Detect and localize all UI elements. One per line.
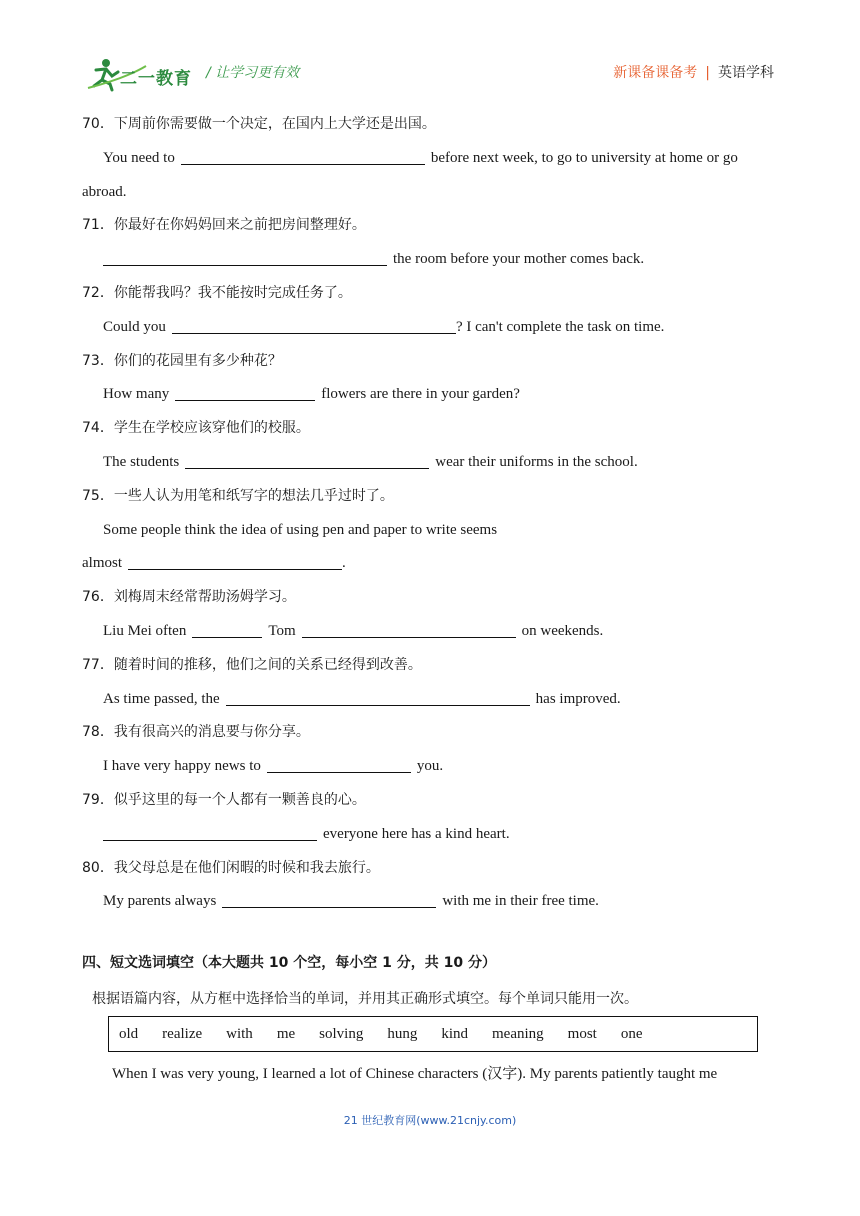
answer-74: The students wear their uniforms in the school. [103, 453, 638, 470]
question-73: 73．你们的花园里有多少种花？ [82, 352, 282, 369]
word-bank-item: most [567, 1025, 597, 1042]
word-bank-item: realize [162, 1025, 203, 1042]
header-right [613, 62, 774, 82]
header-tag-course: 新课备课备考 [613, 65, 698, 81]
answer-blank[interactable] [128, 553, 342, 570]
word-bank-item: solving [319, 1025, 364, 1042]
answer-72: Could you ? I can't complete the task on time. [103, 318, 665, 335]
answer-blank[interactable] [181, 148, 425, 165]
question-80: 80．我父母总是在他们闲暇的时候和我去旅行。 [82, 859, 380, 876]
question-76: 76．刘梅周末经常帮助汤姆学习。 [82, 589, 296, 606]
page-footer: 21 世纪教育网(www.21cnjy.com) [343, 1114, 517, 1127]
question-75: 75．一些人认为用笔和纸写字的想法几乎过时了。 [82, 487, 394, 504]
question-72: 72．你能帮我吗？我不能按时完成任务了。 [82, 284, 352, 301]
answer-blank[interactable] [103, 824, 317, 841]
answer-blank[interactable] [192, 621, 262, 638]
answer-75: Some people think the idea of using pen and paper to write seems [103, 521, 498, 538]
word-bank-item: old [119, 1025, 139, 1042]
header-tag-subject: 英语学科 [718, 65, 774, 81]
word-bank [108, 1016, 758, 1052]
answer-blank[interactable] [172, 317, 456, 334]
answer-80: My parents always with me in their free time. [103, 893, 599, 910]
passage-text: When I was very young, I learned a lot of Chinese characters (汉字). My parents patiently taught me [112, 1066, 718, 1082]
answer-76: Liu Mei often Tom on weekends. [103, 622, 604, 639]
answer-blank[interactable] [226, 689, 530, 706]
page-header [0, 0, 860, 100]
answer-78: I have very happy news to you. [103, 758, 444, 775]
section-title: 四、短文选词填空（本大题共 10 个空，每小空 1 分，共 10 分） [82, 955, 496, 971]
answer-73: How many flowers are there in your garden? [103, 386, 520, 403]
answer-70-cont: abroad. [82, 183, 127, 200]
question-77: 77．随着时间的推移，他们之间的关系已经得到改善。 [82, 656, 422, 673]
question-list [82, 108, 772, 919]
answer-blank[interactable] [185, 452, 429, 469]
question-79: 79．似乎这里的每一个人都有一颗善良的心。 [82, 791, 366, 808]
question-70: 70．下周前你需要做一个决定，在国内上大学还是出国。 [82, 116, 436, 132]
answer-blank[interactable] [267, 756, 411, 773]
answer-77: As time passed, the has improved. [103, 690, 621, 707]
word-bank-item: kind [441, 1025, 468, 1042]
logo-text: 二一教育 [120, 69, 192, 89]
word-bank-item: me [276, 1025, 296, 1042]
header-slogan: / 让学习更有效 [206, 65, 300, 81]
answer-blank[interactable] [302, 621, 516, 638]
question-71: 71．你最好在你妈妈回来之前把房间整理好。 [82, 217, 366, 234]
word-bank-item: with [226, 1025, 253, 1042]
answer-71: the room before your mother comes back. [82, 243, 772, 277]
answer-blank[interactable] [222, 891, 436, 908]
answer-blank[interactable] [103, 249, 387, 266]
question-74: 74．学生在学校应该穿他们的校服。 [82, 420, 310, 437]
word-bank-item: hung [387, 1025, 418, 1042]
word-bank-item: one [620, 1025, 643, 1042]
question-78: 78．我有很高兴的消息要与你分享。 [82, 724, 310, 741]
answer-70: You need to before next week, to go to university at home or go [103, 149, 738, 166]
section-instruction: 根据语篇内容，从方框中选择恰当的单词，并用其正确形式填空。每个单词只能用一次。 [92, 991, 638, 1007]
answer-blank[interactable] [175, 384, 315, 401]
answer-75-cont: almost . [82, 555, 346, 572]
word-bank-item: meaning [492, 1025, 544, 1042]
header-separator: | [705, 65, 710, 81]
answer-79: everyone here has a kind heart. [82, 818, 772, 852]
